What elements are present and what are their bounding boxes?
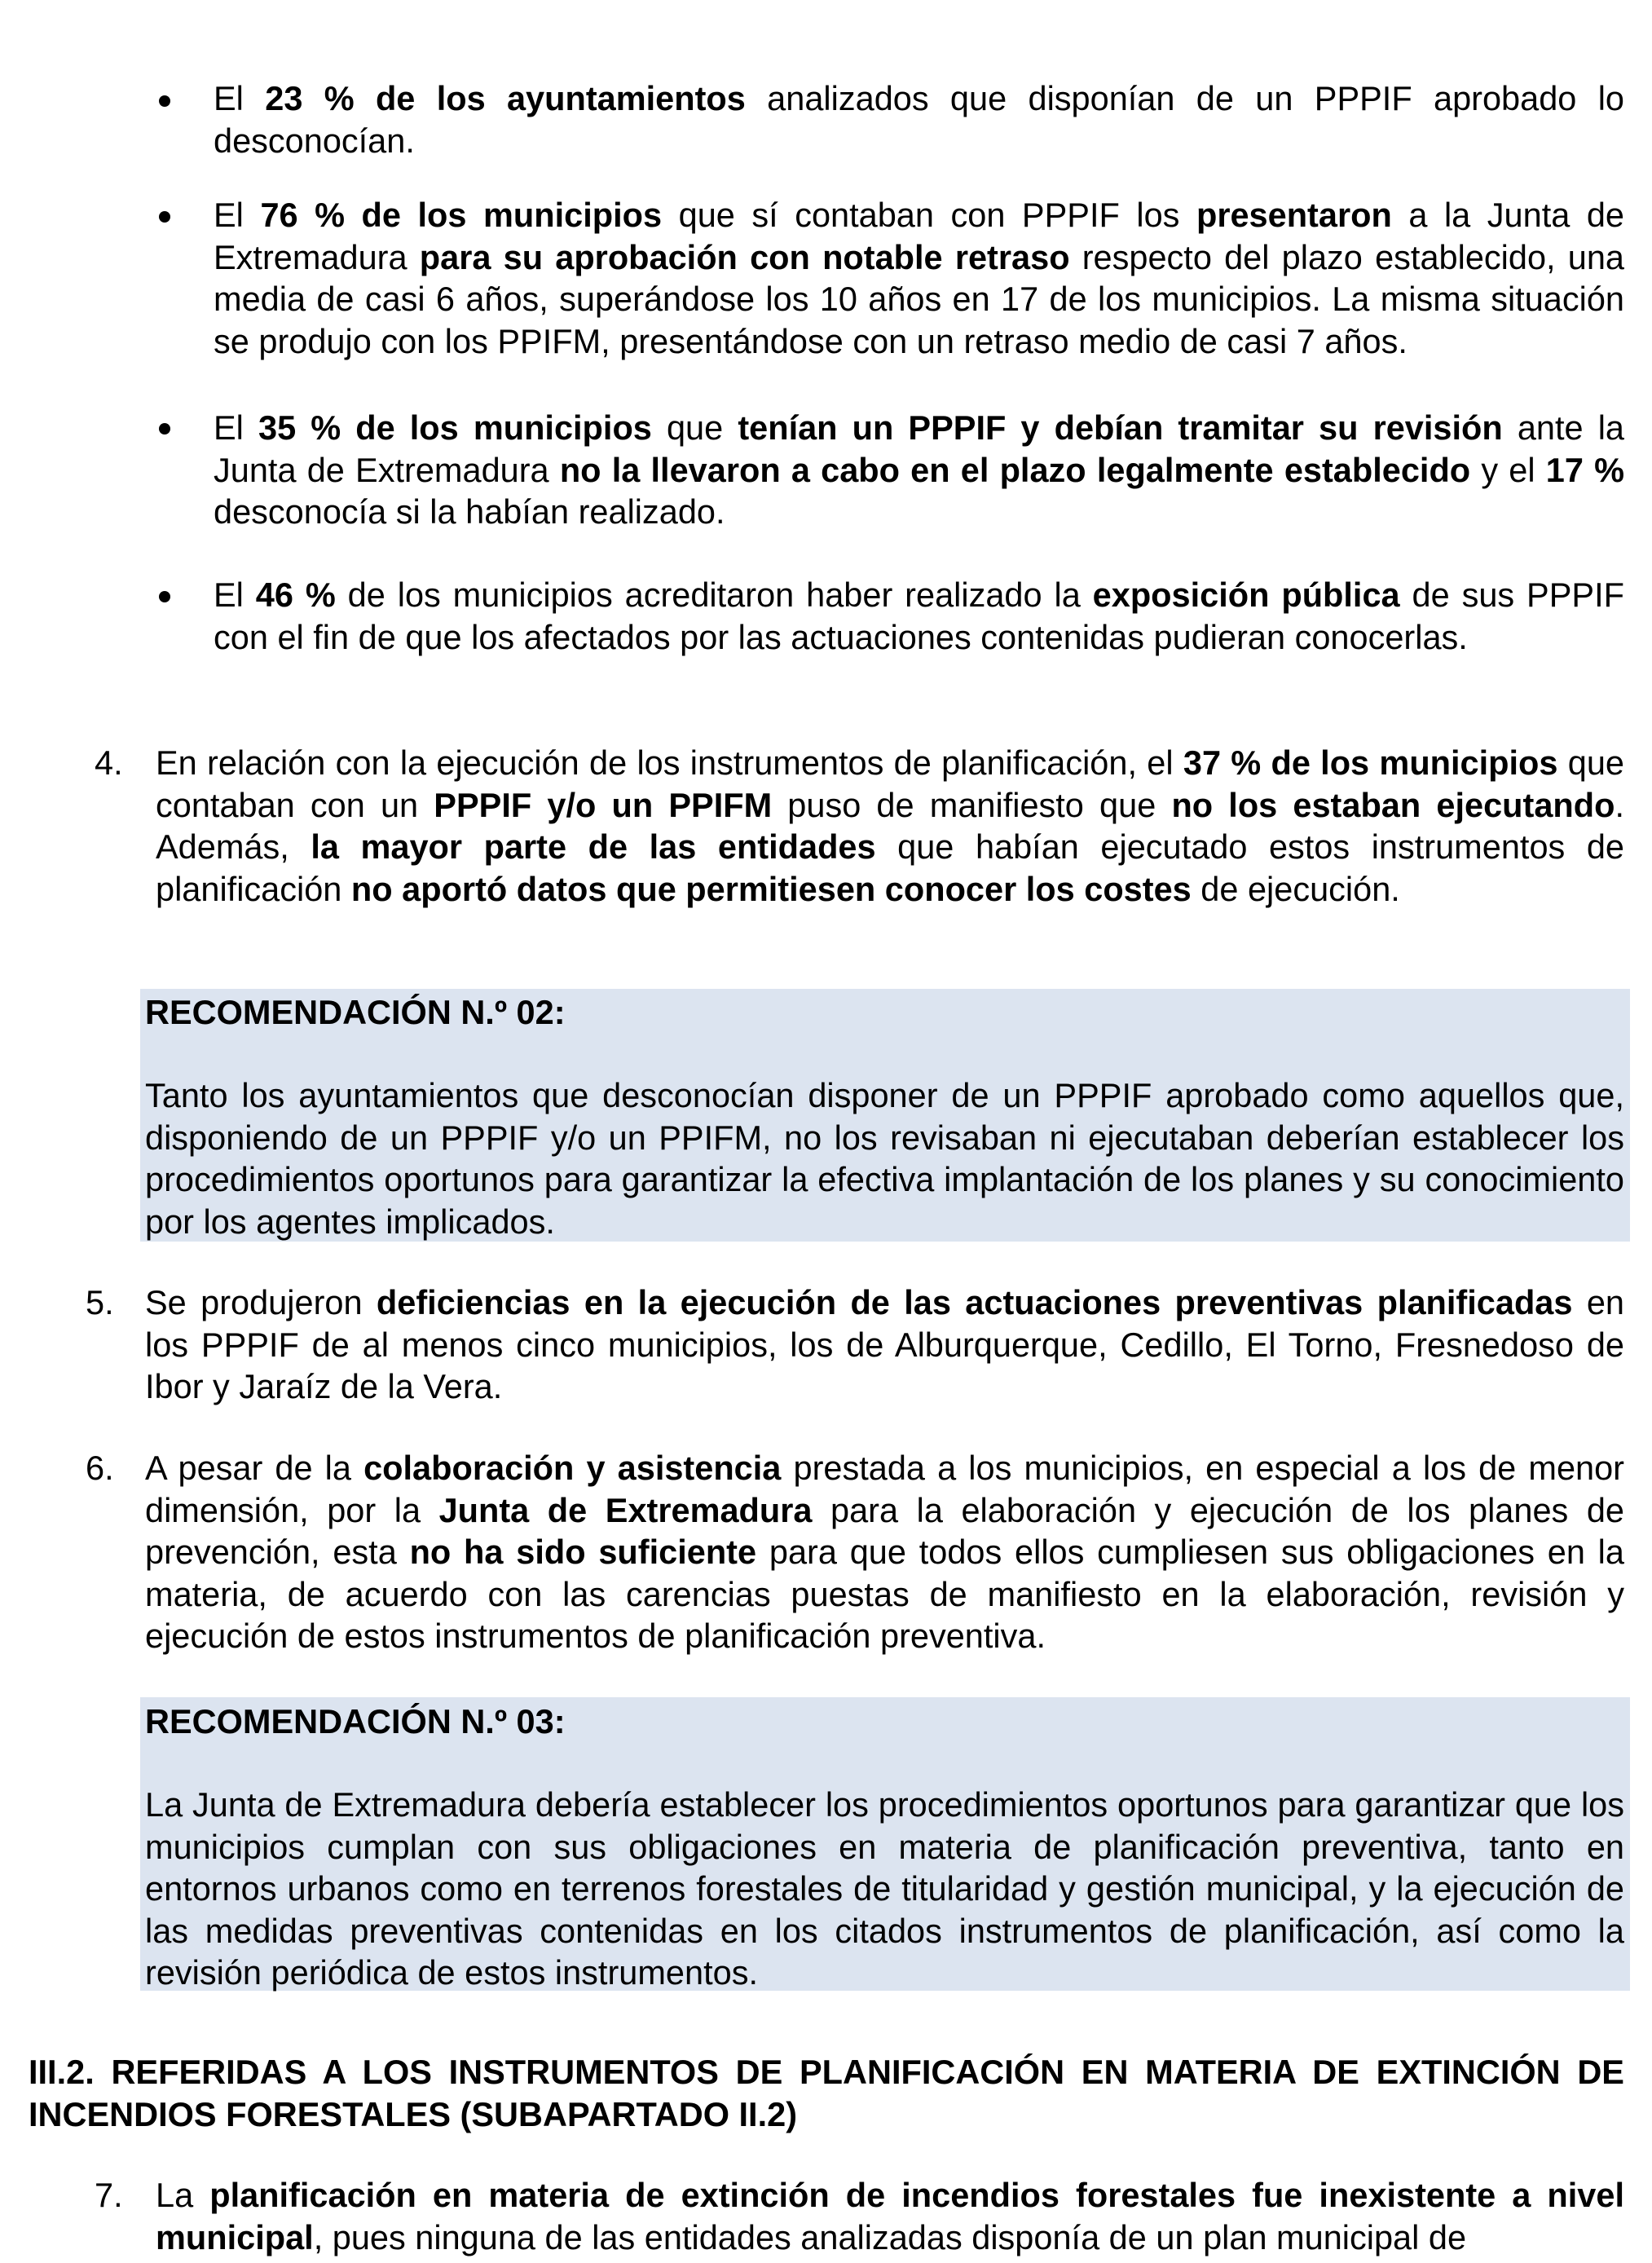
text-run: para la elaboración y ejecución de los planes de prevención, esta bbox=[145, 1490, 1624, 1571]
text-run: A pesar de la bbox=[145, 1449, 364, 1487]
text-run: para que todos ellos cumpliesen sus obligaciones en la materia, de acuerdo con las carencias puestas de manifiesto en la elaboración, revisión y ejecución de estos instrumentos de planificación preventiva. bbox=[145, 1533, 1624, 1655]
recommendation-body: La Junta de Extremadura debería establecer los procedimientos oportunos para garantizar que los municipios cumplan con sus obligaciones en materia de planificación preventiva, tanto en entornos urbanos como en terrenos forestales de titularidad y gestión municipal, y la ejecución de las medidas preventivas contenidas en los citados instrumentos de planificación, así como la revisión periódica de estos instrumentos. bbox=[145, 1785, 1624, 1992]
text-run: que contaban con un bbox=[156, 743, 1625, 824]
text-run: que sí contaban con PPPIF los bbox=[662, 196, 1196, 234]
text-run: respecto del plazo establecido, una media de casi 6 años, superándose los 10 años en 17 de los municipios. La misma situación se produjo con los PPIFM, presentándose con un retraso medio de casi 7 años. bbox=[214, 237, 1624, 360]
text-run: El bbox=[214, 79, 266, 117]
bold-text-run: no los estaban ejecutando bbox=[1171, 785, 1615, 824]
bold-text-run: 35 % de los municipios bbox=[258, 408, 652, 447]
text-run: , pues ninguna de las entidades analizadas disponía de un plan municipal de bbox=[313, 2217, 1467, 2256]
bullet-marker bbox=[159, 95, 170, 107]
bold-text-run: Junta de Extremadura bbox=[438, 1490, 813, 1529]
bullet-paragraph bbox=[214, 77, 1624, 161]
numbered-paragraph bbox=[156, 742, 1624, 910]
numbered-paragraph bbox=[156, 2174, 1624, 2258]
bullet-paragraph bbox=[214, 194, 1624, 362]
bullet-paragraph bbox=[214, 407, 1624, 533]
bold-text-run: tenían un PPPIF y debían tramitar su revisión bbox=[738, 408, 1503, 447]
bold-text-run: 76 % de los municipios bbox=[260, 196, 663, 234]
bold-text-run: 46 % bbox=[255, 576, 336, 614]
numbered-paragraph bbox=[145, 1281, 1624, 1408]
bullet-paragraph bbox=[214, 574, 1624, 658]
bold-text-run: no aportó datos que permitiesen conocer los costes bbox=[350, 869, 1192, 908]
numbered-paragraph bbox=[145, 1447, 1624, 1657]
bullet-marker bbox=[159, 591, 170, 602]
text-run: . Además, bbox=[156, 785, 1624, 866]
bullet-marker bbox=[159, 423, 170, 435]
section-heading: III.2. REFERIDAS A LOS INSTRUMENTOS DE PLANIFICACIÓN EN MATERIA DE EXTINCIÓN DE INCENDIOS FORESTALES (SUBAPARTADO II.2) bbox=[29, 2053, 1624, 2133]
text-run: que habían ejecutado estos instrumentos de planificación bbox=[156, 827, 1624, 908]
text-run: En relación con la ejecución de los instrumentos de planificación, el bbox=[156, 743, 1183, 782]
text-run: a la Junta de Extremadura bbox=[214, 196, 1625, 276]
bold-text-run: la mayor parte de las entidades bbox=[311, 827, 876, 866]
text-run: La bbox=[156, 2176, 210, 2214]
text-run: prestada a los municipios, en especial a los de menor dimensión, por la bbox=[145, 1449, 1624, 1529]
bold-text-run: 23 % de los ayuntamientos bbox=[265, 79, 746, 117]
bold-text-run: PPPIF y/o un PPIFM bbox=[434, 785, 773, 824]
item-number: 5. bbox=[86, 1283, 114, 1321]
text-run: Se produjeron bbox=[145, 1283, 377, 1321]
recommendation-title: RECOMENDACIÓN N.º 03: bbox=[145, 1702, 566, 1740]
text-run: ante la Junta de Extremadura bbox=[214, 408, 1624, 489]
item-number: 6. bbox=[86, 1449, 114, 1487]
text-run: El bbox=[214, 576, 256, 614]
item-number: 7. bbox=[95, 2176, 123, 2214]
bold-text-run: presentaron bbox=[1196, 196, 1392, 234]
text-run: que bbox=[651, 408, 738, 447]
bold-text-run: deficiencias en la ejecución de las actuaciones preventivas planificadas bbox=[376, 1283, 1573, 1321]
recommendation-title: RECOMENDACIÓN N.º 02: bbox=[145, 993, 566, 1031]
text-run: analizados que disponían de un PPPIF aprobado lo desconocían. bbox=[214, 79, 1625, 160]
bold-text-run: colaboración y asistencia bbox=[363, 1449, 782, 1487]
text-run: y el bbox=[1470, 450, 1546, 489]
text-run: El bbox=[214, 196, 261, 234]
bold-text-run: exposición pública bbox=[1092, 576, 1400, 614]
recommendation-body: Tanto los ayuntamientos que desconocían disponer de un PPPIF aprobado como aquellos que, disponiendo de un PPPIF y/o un PPIFM, no los revisaban ni ejecutaban deberían establecer los procedimientos oportunos para garantizar la efectiva implantación de los planes y su conocimiento por los agentes implicados. bbox=[145, 1076, 1624, 1241]
text-run: puso de manifiesto que bbox=[772, 785, 1172, 824]
bold-text-run: 37 % de los municipios bbox=[1183, 743, 1558, 782]
bold-text-run: no la llevaron a cabo en el plazo legalmente establecido bbox=[559, 450, 1471, 489]
text-run: en los PPPIF de al menos cinco municipios, los de Alburquerque, Cedillo, El Torno, Fresnedoso de Ibor y Jaraíz de la Vera. bbox=[145, 1283, 1624, 1405]
bullet-marker bbox=[159, 211, 170, 223]
text-run: de los municipios acreditaron haber realizado la bbox=[335, 576, 1093, 614]
bold-text-run: planificación en materia de extinción de incendios forestales fue inexistente a nivel municipal bbox=[156, 2176, 1624, 2256]
bold-text-run: 17 % bbox=[1545, 450, 1625, 489]
bold-text-run: para su aprobación con notable retraso bbox=[419, 237, 1070, 276]
text-run: El bbox=[214, 408, 258, 447]
text-run: de sus PPPIF con el fin de que los afectados por las actuaciones contenidas pudieran conocerlas. bbox=[214, 576, 1624, 656]
text-run: de ejecución. bbox=[1191, 869, 1400, 908]
bold-text-run: no ha sido suficiente bbox=[409, 1533, 757, 1571]
text-run: desconocía si la habían realizado. bbox=[214, 492, 725, 531]
item-number: 4. bbox=[95, 743, 123, 782]
